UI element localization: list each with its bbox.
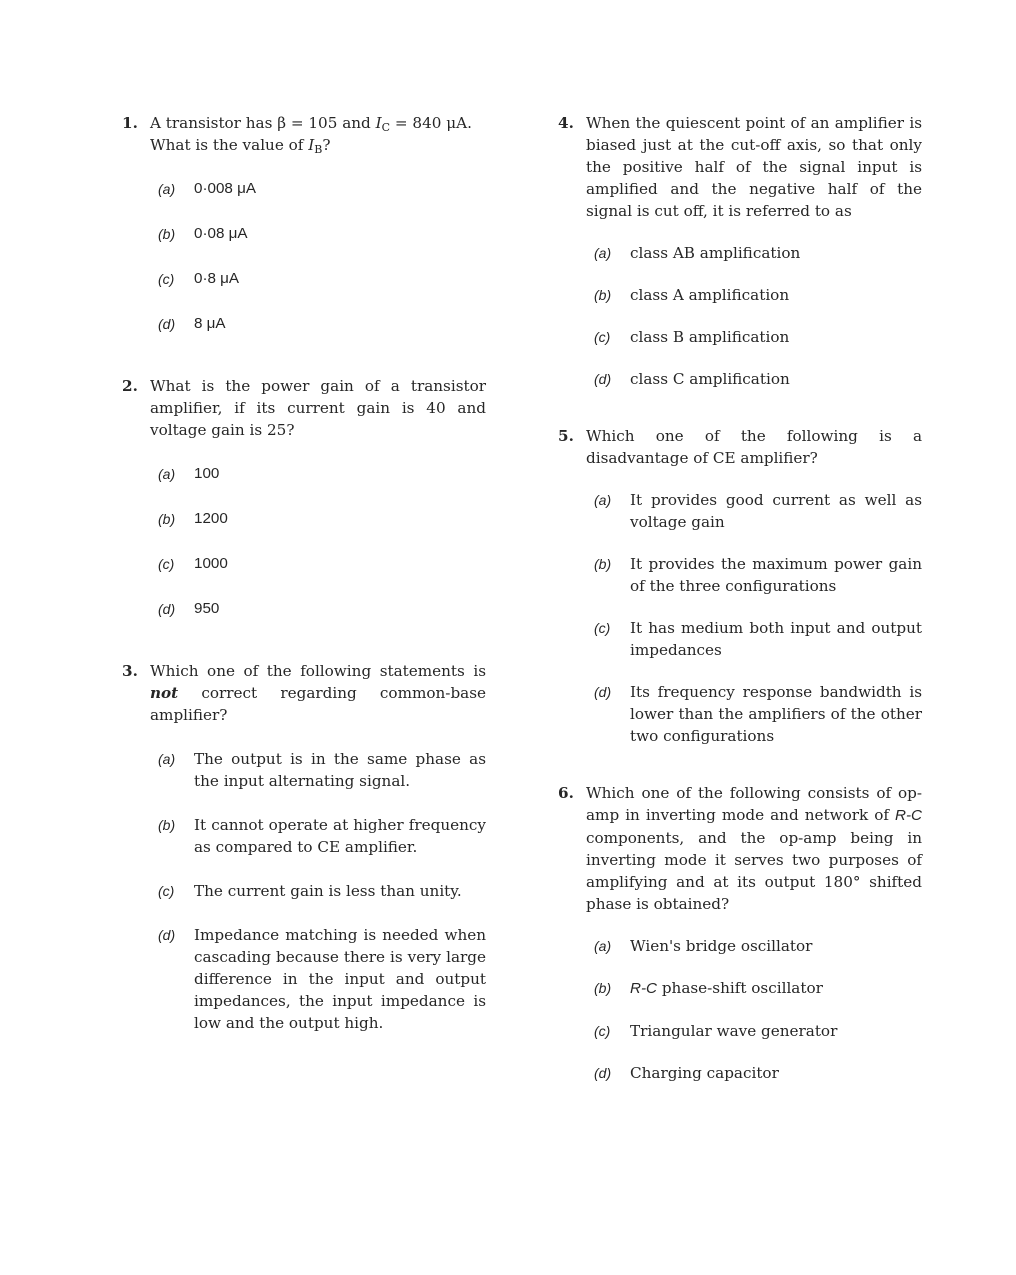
option-a: (a) It provides good current as well as voltage gain (594, 491, 922, 531)
option-a: (a) 100 (158, 465, 220, 482)
question-number: 2. (122, 377, 138, 395)
option-list (556, 935, 922, 1084)
left-column (120, 112, 486, 1034)
question-number: 1. (122, 114, 138, 132)
option-d: (d) Its frequency response bandwidth is lower than the amplifiers of the other two configurations (594, 683, 922, 745)
option-list (120, 463, 486, 620)
option-c: (c) It has medium both input and output impedances (594, 619, 922, 659)
option-b: (b) It provides the maximum power gain of the three configurations (594, 555, 922, 595)
option-d: (d) 950 (158, 600, 220, 617)
option-list (120, 178, 486, 335)
option-b: (b) 1200 (158, 510, 228, 527)
option-c: (c) Triangular wave generator (594, 1022, 838, 1040)
question-stem: Which one of the following consists of op-amp in inverting mode and network of R-C components, and the op-amp being in inverting mode it serves two purposes of amplifying and at its output 180° shifted phase is obtained? (586, 784, 922, 913)
option-list (556, 489, 922, 747)
option-c: (c) 1000 (158, 555, 228, 572)
question-number: 4. (558, 114, 574, 132)
option-b: (b) 0·08 μA (158, 225, 248, 242)
question-5 (556, 425, 922, 747)
option-c: (c) class B amplification (594, 328, 790, 346)
option-d: (d) class C amplification (594, 370, 790, 388)
question-number: 3. (122, 662, 138, 680)
option-c: (c) The current gain is less than unity. (158, 882, 462, 900)
option-list (120, 748, 486, 1034)
question-2 (120, 375, 486, 620)
question-stem: A transistor has β = 105 and $I_C = 840$ μA. What is the value of $I_B$? (150, 114, 472, 156)
option-a: (a) The output is in the same phase as the input alternating signal. (158, 750, 486, 790)
option-d: (d) 8 μA (158, 315, 226, 332)
emphasis-not: not (150, 684, 179, 702)
option-a: (a) class AB amplification (594, 244, 801, 262)
option-c: (c) 0·8 μA (158, 270, 240, 287)
question-number: 6. (558, 784, 574, 802)
option-b: (b) R-C phase-shift oscillator (594, 979, 823, 997)
option-a: (a) Wien's bridge oscillator (594, 937, 813, 955)
option-a: (a) 0·008 μA (158, 180, 256, 197)
right-column (556, 112, 922, 1084)
question-6 (556, 782, 922, 1084)
option-d: (d) Impedance matching is needed when cascading because there is very large difference in the input and output impedances, the input impedance is low and the output high. (158, 926, 486, 1032)
option-list (556, 242, 922, 390)
option-b: (b) It cannot operate at higher frequency as compared to CE amplifier. (158, 816, 486, 856)
question-stem: What is the power gain of a transistor amplifier, if its current gain is 40 and voltage gain is 25? (150, 377, 486, 439)
question-stem: Which one of the following statements is not correct regarding common-base amplifier? (150, 662, 486, 724)
question-number: 5. (558, 427, 574, 445)
question-stem: Which one of the following is a disadvantage of CE amplifier? (586, 427, 922, 467)
option-b: (b) class A amplification (594, 286, 790, 304)
option-d: (d) Charging capacitor (594, 1064, 779, 1082)
question-stem: When the quiescent point of an amplifier is biased just at the cut-off axis, so that only the positive half of the signal input is amplified and the negative half of the signal is cut off, it is referred to as (586, 114, 922, 220)
question-3 (120, 660, 486, 1034)
question-1 (120, 112, 486, 335)
question-4 (556, 112, 922, 390)
